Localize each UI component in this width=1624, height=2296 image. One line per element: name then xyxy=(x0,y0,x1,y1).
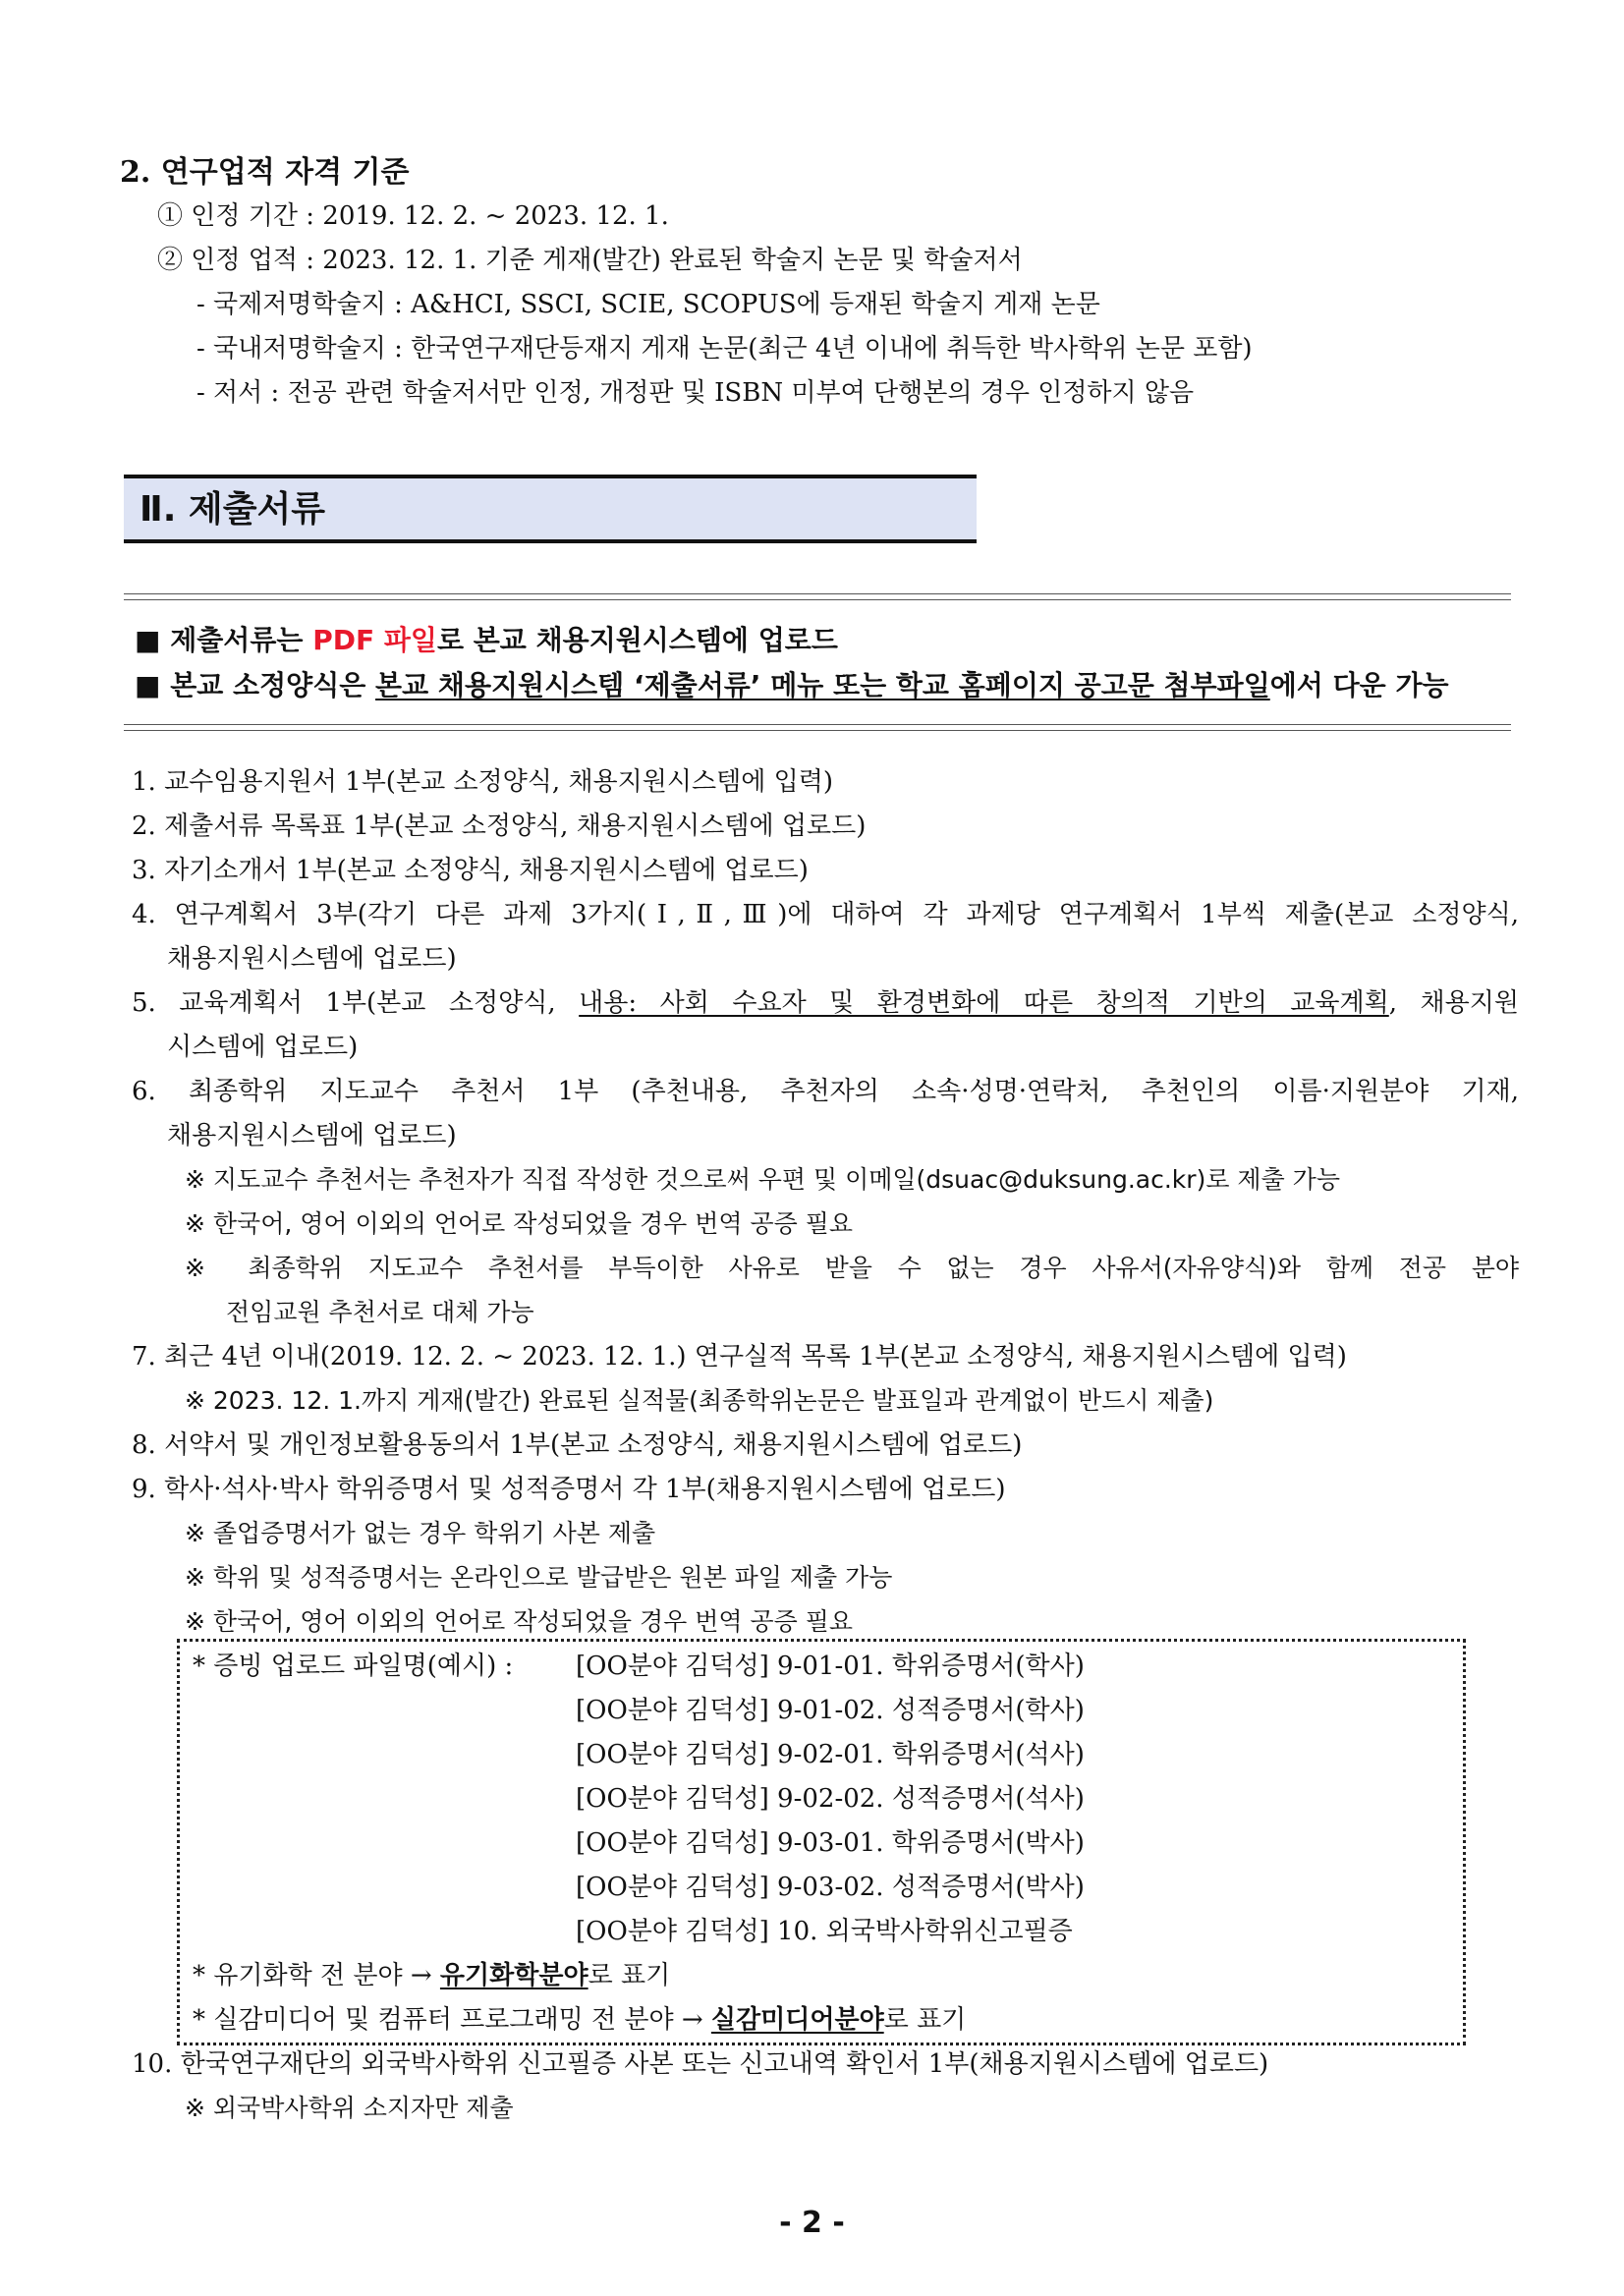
upload-example-file: [OO분야 김덕성] 9-01-01. 학위증명서(학사) xyxy=(576,1652,1085,1681)
notice-bottom-divider xyxy=(124,724,1511,731)
doc-item-10: 10. 한국연구재단의 외국박사학위 신고필증 사본 또는 신고내역 확인서 1부(채용지원시스템에 업로드) xyxy=(132,2049,1269,2079)
doc-item-5: 5. 교육계획서 1부(본교 소정양식, 내용: 사회 수요자 및 환경변화에 따른 창의적 기반의 교육계획, 채용지원 xyxy=(132,988,1519,1018)
criteria-bullet-international: - 국제저명학술지 : A&HCI, SSCI, SCIE, SCOPUS에 등재된 학술지 게재 논문 xyxy=(196,290,1100,319)
doc-item-10-note: ※ 외국박사학위 소지자만 제출 xyxy=(185,2094,514,2122)
notice-pdf-highlight: PDF 파일 xyxy=(312,624,437,656)
criteria-title: 2. 연구업적 자격 기준 xyxy=(120,155,410,190)
doc-item-6-note-2: ※ 한국어, 영어 이외의 언어로 작성되었을 경우 번역 공증 필요 xyxy=(185,1209,854,1238)
doc-item-7: 7. 최근 4년 이내(2019. 12. 2. ~ 2023. 12. 1.) 연구실적 목록 1부(본교 소정양식, 채용지원시스템에 입력) xyxy=(132,1342,1347,1372)
criteria-achievements: ② 인정 업적 : 2023. 12. 1. 기준 게재(발간) 완료된 학술지 논문 및 학술저서 xyxy=(157,246,1023,275)
doc-item-6-cont: 채용지원시스템에 업로드) xyxy=(167,1121,457,1150)
upload-example-note-organic-chemistry: * 유기화학 전 분야 → 유기화학분야로 표기 xyxy=(193,1961,671,1990)
criteria-bullet-domestic: - 국내저명학술지 : 한국연구재단등재지 게재 논문(최근 4년 이내에 취득한 박사학위 논문 포함) xyxy=(196,334,1253,364)
doc-item-4-cont: 채용지원시스템에 업로드) xyxy=(167,944,457,974)
upload-example-file: [OO분야 김덕성] 9-03-02. 성적증명서(박사) xyxy=(576,1873,1085,1902)
criteria-bullet-books: - 저서 : 전공 관련 학술저서만 인정, 개정판 및 ISBN 미부여 단행본의 경우 인정하지 않음 xyxy=(196,378,1195,408)
upload-example-note-immersive-media: * 실감미디어 및 컴퓨터 프로그래밍 전 분야 → 실감미디어분야로 표기 xyxy=(193,2005,967,2035)
upload-example-file: [OO분야 김덕성] 9-02-01. 학위증명서(석사) xyxy=(576,1740,1085,1769)
notice-form-download: ■ 본교 소정양식은 본교 채용지원시스템 ‘제출서류’ 메뉴 또는 학교 홈페이지 공고문 첨부파일에서 다운 가능 xyxy=(135,669,1449,701)
doc-item-4: 4. 연구계획서 3부(각기 다른 과제 3가지(Ⅰ,Ⅱ,Ⅲ)에 대하여 각 과제당 연구계획서 1부씩 제출(본교 소정양식, xyxy=(132,900,1519,929)
notice-pdf-upload: ■ 제출서류는 PDF 파일로 본교 채용지원시스템에 업로드 xyxy=(135,624,838,656)
upload-example-file: [OO분야 김덕성] 9-03-01. 학위증명서(박사) xyxy=(576,1828,1085,1858)
section-header-box xyxy=(124,475,977,543)
upload-example-file: [OO분야 김덕성] 10. 외국박사학위신고필증 xyxy=(576,1917,1073,1946)
doc-item-8: 8. 서약서 및 개인정보활용동의서 1부(본교 소정양식, 채용지원시스템에 업로드) xyxy=(132,1430,1023,1460)
upload-example-file: [OO분야 김덕성] 9-02-02. 성적증명서(석사) xyxy=(576,1784,1085,1814)
doc-item-9-note-1: ※ 졸업증명서가 없는 경우 학위기 사본 제출 xyxy=(185,1519,656,1547)
doc-item-6-note-1: ※ 지도교수 추천서는 추천자가 직접 작성한 것으로써 우편 및 이메일(dsuac@duksung.ac.kr)로 제출 가능 xyxy=(185,1165,1340,1194)
doc-item-6: 6. 최종학위 지도교수 추천서 1부 (추천내용, 추천자의 소속·성명·연락처, 추천인의 이름·지원분야 기재, xyxy=(132,1077,1519,1106)
doc-item-6-note-3: ※ 최종학위 지도교수 추천서를 부득이한 사유로 받을 수 없는 경우 사유서(자유양식)와 함께 전공 분야 xyxy=(185,1254,1519,1282)
upload-example-label: * 증빙 업로드 파일명(예시) : xyxy=(193,1652,514,1681)
notice-download-location: 본교 채용지원시스템 ‘제출서류’ 메뉴 또는 학교 홈페이지 공고문 첨부파일 xyxy=(375,669,1270,701)
section-title: Ⅱ. 제출서류 xyxy=(140,489,326,530)
education-plan-content: 내용: 사회 수요자 및 환경변화에 따른 창의적 기반의 교육계획 xyxy=(579,988,1389,1018)
doc-item-5-cont: 시스템에 업로드) xyxy=(167,1033,359,1062)
doc-item-9: 9. 학사·석사·박사 학위증명서 및 성적증명서 각 1부(채용지원시스템에 업로드) xyxy=(132,1475,1006,1504)
doc-item-2: 2. 제출서류 목록표 1부(본교 소정양식, 채용지원시스템에 업로드) xyxy=(132,812,867,841)
doc-item-9-note-3: ※ 한국어, 영어 이외의 언어로 작성되었을 경우 번역 공증 필요 xyxy=(185,1607,854,1636)
doc-item-9-note-2: ※ 학위 및 성적증명서는 온라인으로 발급받은 원본 파일 제출 가능 xyxy=(185,1563,893,1592)
doc-item-6-note-3-cont: 전임교원 추천서로 대체 가능 xyxy=(226,1298,534,1326)
upload-example-file: [OO분야 김덕성] 9-01-02. 성적증명서(학사) xyxy=(576,1696,1085,1725)
page-number: - 2 - xyxy=(779,2206,845,2240)
doc-item-3: 3. 자기소개서 1부(본교 소정양식, 채용지원시스템에 업로드) xyxy=(132,856,809,885)
criteria-period: ① 인정 기간 : 2019. 12. 2. ~ 2023. 12. 1. xyxy=(157,201,669,231)
notice-top-divider xyxy=(124,593,1511,600)
doc-item-7-note: ※ 2023. 12. 1.까지 게재(발간) 완료된 실적물(최종학위논문은 발표일과 관계없이 반드시 제출) xyxy=(185,1386,1214,1415)
doc-item-1: 1. 교수임용지원서 1부(본교 소정양식, 채용지원시스템에 입력) xyxy=(132,767,834,797)
